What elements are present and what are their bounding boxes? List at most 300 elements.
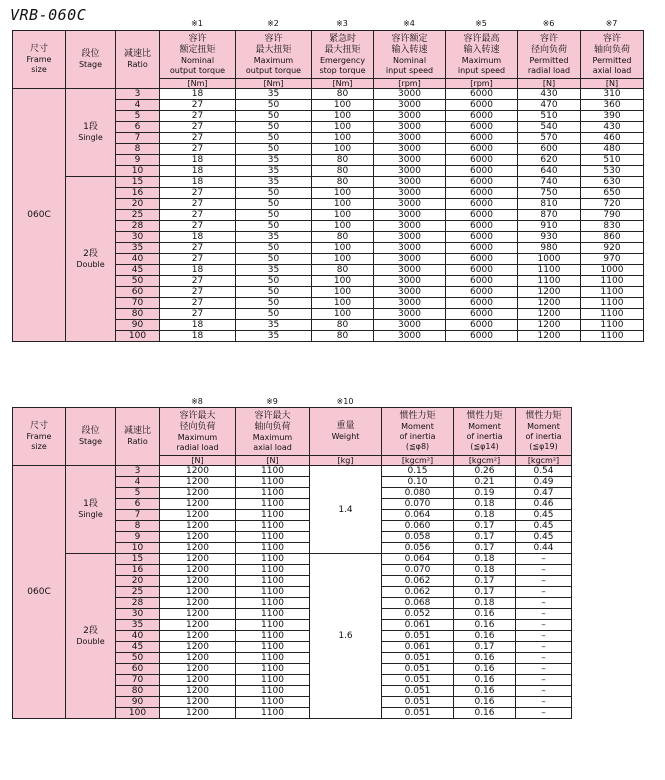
value-cell: 480 (581, 144, 644, 155)
value-cell: 1200 (160, 466, 236, 477)
header-label-zh: 段位 (81, 49, 100, 59)
value-cell: – (516, 664, 572, 675)
value-cell: 1200 (518, 320, 581, 331)
header-label-en: of inertia (399, 432, 436, 441)
value-cell: 35 (236, 232, 312, 243)
ratio-cell: 28 (116, 221, 160, 232)
value-cell: 3000 (374, 298, 446, 309)
ratio-cell: 25 (116, 210, 160, 221)
header-label-en: of inertia (466, 432, 503, 441)
value-cell: 80 (312, 320, 374, 331)
header-label-en: input speed (385, 65, 434, 75)
ratio-cell: 15 (116, 177, 160, 188)
value-cell: 1000 (518, 254, 581, 265)
value-cell: 6000 (446, 199, 518, 210)
header-label-zh: 容许最高 (463, 33, 500, 44)
value-cell: 0.19 (454, 488, 516, 499)
value-cell: 1200 (160, 488, 236, 499)
value-cell: 18 (160, 232, 236, 243)
value-cell: 3000 (374, 89, 446, 100)
value-cell: 0.080 (382, 488, 454, 499)
value-cell: 50 (236, 122, 312, 133)
header-label-en: Weight (331, 432, 360, 441)
value-cell: 80 (312, 155, 374, 166)
header-label-zh: 重量 (336, 421, 355, 431)
value-cell: 6000 (446, 309, 518, 320)
value-cell: 1100 (236, 653, 310, 664)
value-cell: 0.17 (454, 543, 516, 554)
ratio-cell: 5 (116, 111, 160, 122)
note-marker: ※1 (191, 19, 203, 28)
header-label-zh: 段位 (81, 426, 100, 436)
value-cell: 35 (236, 89, 312, 100)
header-label-en: Frame (26, 432, 52, 441)
value-cell: 980 (518, 243, 581, 254)
header-frame-size (13, 408, 66, 466)
value-cell: 1100 (236, 565, 310, 576)
value-cell: 6000 (446, 287, 518, 298)
value-cell: 1100 (236, 521, 310, 532)
value-cell: 1200 (160, 653, 236, 664)
unit-cell: [kgcm²] (382, 456, 454, 466)
ratio-cell: 45 (116, 265, 160, 276)
value-cell: 0.44 (516, 543, 572, 554)
value-cell: 50 (236, 221, 312, 232)
value-cell: 1200 (160, 609, 236, 620)
value-cell: 0.051 (382, 708, 454, 719)
value-cell: 50 (236, 309, 312, 320)
header-label-zh: 轴向负荷 (593, 44, 630, 55)
value-cell: 3000 (374, 309, 446, 320)
table-row (13, 466, 572, 477)
header-label-en: Stage (78, 437, 103, 446)
ratio-cell: 7 (116, 510, 160, 521)
header-label-en: (≦φ14) (470, 442, 499, 451)
column-header (581, 31, 644, 79)
value-cell: 3000 (374, 144, 446, 155)
value-cell: 1100 (518, 276, 581, 287)
value-cell: 0.16 (454, 631, 516, 642)
value-cell: 3000 (374, 232, 446, 243)
note-marker: ※3 (336, 19, 348, 28)
header-label-zh: 减速比 (123, 49, 151, 59)
value-cell: – (516, 675, 572, 686)
value-cell: 0.051 (382, 653, 454, 664)
value-cell: 35 (236, 331, 312, 342)
ratio-cell: 45 (116, 642, 160, 653)
unit-cell: [rpm] (446, 79, 518, 89)
header-label-zh: 惯性力矩 (399, 411, 436, 421)
value-cell: 0.061 (382, 620, 454, 631)
value-cell: 6000 (446, 320, 518, 331)
value-cell: 3000 (374, 287, 446, 298)
value-cell: 100 (312, 188, 374, 199)
header-label-zh: 容许 (539, 33, 558, 44)
value-cell: 27 (160, 254, 236, 265)
value-cell: 18 (160, 320, 236, 331)
value-cell: 0.051 (382, 631, 454, 642)
column-header (446, 31, 518, 79)
column-header (236, 31, 312, 79)
note-marker: ※2 (267, 19, 279, 28)
value-cell: – (516, 576, 572, 587)
table2-notes (12, 397, 572, 407)
unit-cell: [Nm] (236, 79, 312, 89)
value-cell: 27 (160, 287, 236, 298)
ratio-cell: 80 (116, 309, 160, 320)
note-marker: ※10 (336, 397, 354, 406)
header-ratio (116, 408, 160, 466)
value-cell: – (516, 554, 572, 565)
ratio-cell: 4 (116, 477, 160, 488)
value-cell: 6000 (446, 298, 518, 309)
value-cell: 6000 (446, 232, 518, 243)
value-cell: – (516, 565, 572, 576)
value-cell: 100 (312, 100, 374, 111)
ratio-cell: 35 (116, 243, 160, 254)
value-cell: 0.058 (382, 532, 454, 543)
value-cell: 460 (581, 133, 644, 144)
value-cell: 1100 (236, 510, 310, 521)
value-cell: 1100 (581, 276, 644, 287)
header-label-en: Maximum (461, 55, 502, 65)
value-cell: 1200 (160, 620, 236, 631)
value-cell: 3000 (374, 100, 446, 111)
value-cell: 100 (312, 287, 374, 298)
value-cell: 6000 (446, 243, 518, 254)
header-label-en: axial load (592, 65, 632, 75)
ratio-cell: 60 (116, 664, 160, 675)
value-cell: 0.16 (454, 653, 516, 664)
value-cell: 0.18 (454, 510, 516, 521)
value-cell: 600 (518, 144, 581, 155)
value-cell: 0.45 (516, 532, 572, 543)
header-label-zh: 容许 (264, 33, 283, 44)
value-cell: 3000 (374, 265, 446, 276)
ratio-cell: 9 (116, 532, 160, 543)
value-cell: – (516, 697, 572, 708)
value-cell: 930 (518, 232, 581, 243)
value-cell: 6000 (446, 155, 518, 166)
value-cell: 27 (160, 111, 236, 122)
header-stage (66, 31, 116, 89)
column-header (374, 31, 446, 79)
column-header (454, 408, 516, 456)
value-cell: 910 (518, 221, 581, 232)
value-cell: 80 (312, 89, 374, 100)
value-cell: 18 (160, 89, 236, 100)
value-cell: 100 (312, 111, 374, 122)
value-cell: 1100 (236, 664, 310, 675)
header-label-en: Nominal (392, 55, 427, 65)
ratio-cell: 3 (116, 89, 160, 100)
value-cell: 3000 (374, 221, 446, 232)
value-cell: 0.15 (382, 466, 454, 477)
value-cell: 0.18 (454, 598, 516, 609)
header-label-zh: 尺寸 (29, 421, 48, 431)
table1-notes (12, 19, 632, 29)
value-cell: 0.16 (454, 675, 516, 686)
value-cell: 0.051 (382, 697, 454, 708)
ratio-cell: 50 (116, 276, 160, 287)
value-cell: 1100 (236, 587, 310, 598)
value-cell: 6000 (446, 210, 518, 221)
header-frame-size (13, 31, 66, 89)
value-cell: 3000 (374, 177, 446, 188)
ratio-cell: 80 (116, 686, 160, 697)
value-cell: 27 (160, 100, 236, 111)
column-header (160, 31, 236, 79)
table-row (13, 89, 644, 100)
value-cell: 1100 (581, 298, 644, 309)
ratio-cell: 6 (116, 122, 160, 133)
value-cell: 530 (581, 166, 644, 177)
header-row (13, 408, 572, 456)
value-cell: 27 (160, 276, 236, 287)
column-header (382, 408, 454, 456)
value-cell: 100 (312, 210, 374, 221)
unit-cell: [N] (160, 456, 236, 466)
value-cell: 0.060 (382, 521, 454, 532)
stage-cell-double (66, 177, 116, 342)
header-label-en: Nominal (180, 55, 215, 65)
value-cell: 18 (160, 331, 236, 342)
header-label-en: size (31, 65, 47, 74)
header-label-en: output torque (245, 65, 302, 75)
value-cell: 540 (518, 122, 581, 133)
header-ratio (116, 31, 160, 89)
value-cell: 35 (236, 155, 312, 166)
value-cell: 0.16 (454, 620, 516, 631)
ratio-cell: 16 (116, 188, 160, 199)
header-label-en: Emergency (319, 55, 366, 65)
header-label-en: Ratio (127, 437, 148, 446)
header-label-en: Moment (527, 422, 560, 431)
value-cell: 1200 (518, 287, 581, 298)
header-label-en: Maximum (252, 432, 293, 442)
value-cell: 0.062 (382, 587, 454, 598)
value-cell: 1100 (236, 620, 310, 631)
unit-cell: [kgcm²] (516, 456, 572, 466)
value-cell: 0.061 (382, 642, 454, 653)
value-cell: 3000 (374, 320, 446, 331)
value-cell: 1100 (236, 532, 310, 543)
ratio-cell: 100 (116, 708, 160, 719)
value-cell: 0.17 (454, 587, 516, 598)
value-cell: 920 (581, 243, 644, 254)
value-cell: – (516, 598, 572, 609)
note-marker: ※6 (542, 19, 555, 28)
value-cell: – (516, 631, 572, 642)
value-cell: 1000 (581, 265, 644, 276)
model-title: VRB-060C (10, 6, 87, 24)
value-cell: 6000 (446, 166, 518, 177)
value-cell: 3000 (374, 133, 446, 144)
value-cell: 6000 (446, 177, 518, 188)
spec-table-weight-inertia (12, 407, 572, 719)
value-cell: 50 (236, 133, 312, 144)
value-cell: 510 (518, 111, 581, 122)
ratio-cell: 70 (116, 675, 160, 686)
value-cell: 1100 (236, 466, 310, 477)
note-marker: ※5 (475, 19, 487, 28)
value-cell: 50 (236, 298, 312, 309)
value-cell: 3000 (374, 254, 446, 265)
stage-label-en: Double (76, 259, 105, 269)
value-cell: 0.051 (382, 675, 454, 686)
value-cell: 0.17 (454, 521, 516, 532)
value-cell: 0.10 (382, 477, 454, 488)
value-cell: 0.47 (516, 488, 572, 499)
value-cell: – (516, 620, 572, 631)
ratio-cell: 40 (116, 254, 160, 265)
ratio-cell: 16 (116, 565, 160, 576)
value-cell: 27 (160, 210, 236, 221)
value-cell: 27 (160, 199, 236, 210)
ratio-cell: 70 (116, 298, 160, 309)
note-marker: ※8 (191, 397, 203, 406)
value-cell: 0.051 (382, 686, 454, 697)
value-cell: 100 (312, 254, 374, 265)
ratio-cell: 10 (116, 166, 160, 177)
value-cell: 1200 (518, 331, 581, 342)
header-label-zh: 惯性力矩 (466, 411, 503, 421)
value-cell: 18 (160, 265, 236, 276)
unit-cell: [Nm] (312, 79, 374, 89)
header-label-zh: 容许 (188, 33, 207, 44)
value-cell: 50 (236, 276, 312, 287)
value-cell: – (516, 686, 572, 697)
column-header (236, 408, 310, 456)
weight-cell: 1.4 (310, 466, 382, 554)
ratio-cell: 20 (116, 199, 160, 210)
value-cell: 1100 (236, 686, 310, 697)
value-cell: 1200 (160, 532, 236, 543)
value-cell: 1100 (236, 576, 310, 587)
value-cell: 0.46 (516, 499, 572, 510)
value-cell: 0.052 (382, 609, 454, 620)
header-label-zh: 输入转速 (463, 44, 500, 55)
value-cell: 50 (236, 100, 312, 111)
value-cell: 640 (518, 166, 581, 177)
value-cell: 100 (312, 199, 374, 210)
value-cell: 1200 (160, 664, 236, 675)
value-cell: 100 (312, 144, 374, 155)
value-cell: – (516, 653, 572, 664)
header-row (13, 31, 644, 79)
header-label-en: Maximum (253, 55, 294, 65)
note-marker: ※9 (266, 397, 278, 406)
value-cell: 1200 (160, 499, 236, 510)
value-cell: 3000 (374, 188, 446, 199)
value-cell: 430 (581, 122, 644, 133)
stage-label-zh: 2段 (83, 625, 98, 636)
ratio-cell: 30 (116, 232, 160, 243)
value-cell: – (516, 587, 572, 598)
value-cell: 80 (312, 166, 374, 177)
ratio-cell: 4 (116, 100, 160, 111)
value-cell: 3000 (374, 210, 446, 221)
ratio-cell: 10 (116, 543, 160, 554)
value-cell: 0.062 (382, 576, 454, 587)
header-label-zh: 容许最大 (179, 410, 216, 421)
header-label-en: Moment (468, 422, 501, 431)
value-cell: 50 (236, 287, 312, 298)
value-cell: 0.45 (516, 521, 572, 532)
header-label-en: Stage (78, 60, 103, 69)
stage-label-en: Single (78, 133, 103, 142)
header-label-en: input speed (457, 65, 506, 75)
value-cell: 1200 (160, 631, 236, 642)
header-label-en: Moment (401, 422, 434, 431)
header-label-en: radial load (176, 442, 219, 452)
value-cell: 360 (581, 100, 644, 111)
value-cell: 50 (236, 210, 312, 221)
value-cell: – (516, 708, 572, 719)
header-label-zh: 最大扭矩 (324, 44, 361, 55)
value-cell: 27 (160, 122, 236, 133)
value-cell: 1100 (236, 598, 310, 609)
header-label-zh: 减速比 (123, 426, 151, 436)
value-cell: 790 (581, 210, 644, 221)
value-cell: 0.26 (454, 466, 516, 477)
value-cell: 1200 (160, 510, 236, 521)
value-cell: 430 (518, 89, 581, 100)
header-label-zh: 容许最大 (254, 410, 291, 421)
value-cell: 1100 (581, 331, 644, 342)
stage-label-zh: 1段 (83, 122, 98, 132)
value-cell: 6000 (446, 144, 518, 155)
header-label-zh: 径向负荷 (530, 44, 567, 55)
value-cell: 80 (312, 331, 374, 342)
value-cell: 860 (581, 232, 644, 243)
value-cell: 1200 (160, 708, 236, 719)
value-cell: 0.056 (382, 543, 454, 554)
value-cell: 970 (581, 254, 644, 265)
ratio-cell: 60 (116, 287, 160, 298)
value-cell: 27 (160, 133, 236, 144)
value-cell: 0.16 (454, 686, 516, 697)
value-cell: 100 (312, 276, 374, 287)
value-cell: 35 (236, 166, 312, 177)
value-cell: 35 (236, 320, 312, 331)
header-label-zh: 最大扭矩 (255, 44, 292, 55)
value-cell: 870 (518, 210, 581, 221)
value-cell: 750 (518, 188, 581, 199)
ratio-cell: 35 (116, 620, 160, 631)
header-label-zh: 轴向负荷 (254, 421, 291, 432)
ratio-cell: 9 (116, 155, 160, 166)
value-cell: 0.16 (454, 697, 516, 708)
value-cell: 35 (236, 265, 312, 276)
header-label-en: of inertia (525, 432, 562, 441)
value-cell: 27 (160, 221, 236, 232)
value-cell: 390 (581, 111, 644, 122)
value-cell: 1100 (581, 287, 644, 298)
table-row (13, 177, 644, 188)
header-label-en: Ratio (127, 60, 148, 69)
value-cell: 0.18 (454, 499, 516, 510)
header-label-en: Permitted (529, 55, 569, 65)
value-cell: 1200 (518, 309, 581, 320)
ratio-cell: 90 (116, 320, 160, 331)
ratio-cell: 30 (116, 609, 160, 620)
ratio-cell: 40 (116, 631, 160, 642)
value-cell: 50 (236, 144, 312, 155)
ratio-cell: 5 (116, 488, 160, 499)
value-cell: 50 (236, 199, 312, 210)
value-cell: 470 (518, 100, 581, 111)
